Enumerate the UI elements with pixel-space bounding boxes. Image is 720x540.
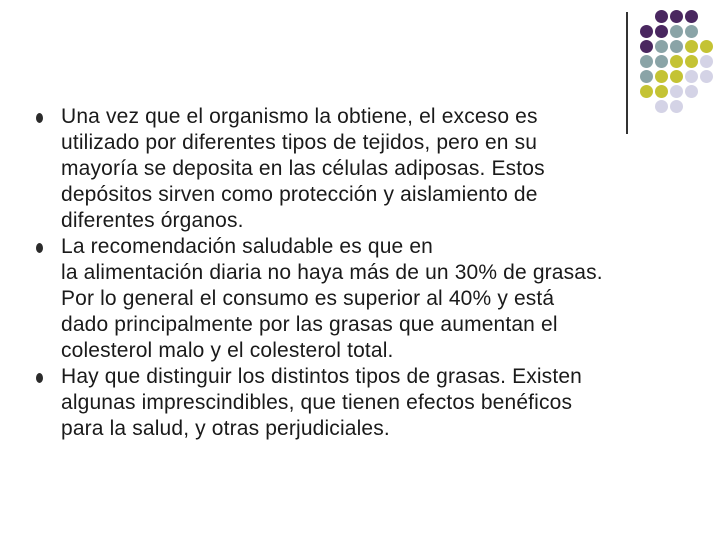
bullet-line: para la salud, y otras perjudiciales. [61,417,390,440]
bullet-line: utilizado por diferentes tipos de tejidos, pero en su [61,131,538,154]
olive-dot [655,85,668,98]
teal-dot [685,25,698,38]
olive-dot [670,70,683,83]
bullet-marker [36,373,43,383]
bullet-line: algunas imprescindibles, que tienen efectos benéficos [61,391,573,414]
lavender-dot [670,85,683,98]
bullet-marker [36,243,43,253]
lavender-dot [700,55,713,68]
teal-dot [670,25,683,38]
bullet-line: depósitos sirven como protección y aislamiento de [61,183,538,206]
teal-dot [640,55,653,68]
bullet-line: mayoría se deposita en las células adiposas. Estos [61,157,545,180]
lavender-dot [685,70,698,83]
olive-dot [655,70,668,83]
olive-dot [700,40,713,53]
bullet-item-3 [36,364,686,442]
bullet-line: dado principalmente por las grasas que aumentan el [61,313,558,336]
bullet-line: colesterol malo y el colesterol total. [61,339,394,362]
teal-dot [670,40,683,53]
bullet-line: Hay que distinguir los distintos tipos de grasas. Existen [61,365,582,388]
olive-dot [640,85,653,98]
bullet-marker [36,113,43,123]
olive-dot [685,55,698,68]
decorative-dot-grid [640,10,714,114]
purple-dot [670,10,683,23]
olive-dot [670,55,683,68]
bullet-line: Una vez que el organismo la obtiene, el exceso es [61,105,538,128]
bullet-item-2 [36,234,686,364]
bullet-line: la alimentación diaria no haya más de un 30% de grasas. [61,261,603,284]
teal-dot [655,40,668,53]
bullet-item-1 [36,104,686,234]
olive-dot [685,40,698,53]
lavender-dot [685,85,698,98]
purple-dot [655,25,668,38]
lavender-dot [700,70,713,83]
bullet-line: Por lo general el consumo es superior al 40% y está [61,287,555,310]
purple-dot [685,10,698,23]
teal-dot [640,70,653,83]
bullet-list [36,104,686,442]
purple-dot [655,10,668,23]
purple-dot [640,25,653,38]
bullet-line: diferentes órganos. [61,209,244,232]
bullet-line: La recomendación saludable es que en [61,235,433,258]
purple-dot [640,40,653,53]
teal-dot [655,55,668,68]
